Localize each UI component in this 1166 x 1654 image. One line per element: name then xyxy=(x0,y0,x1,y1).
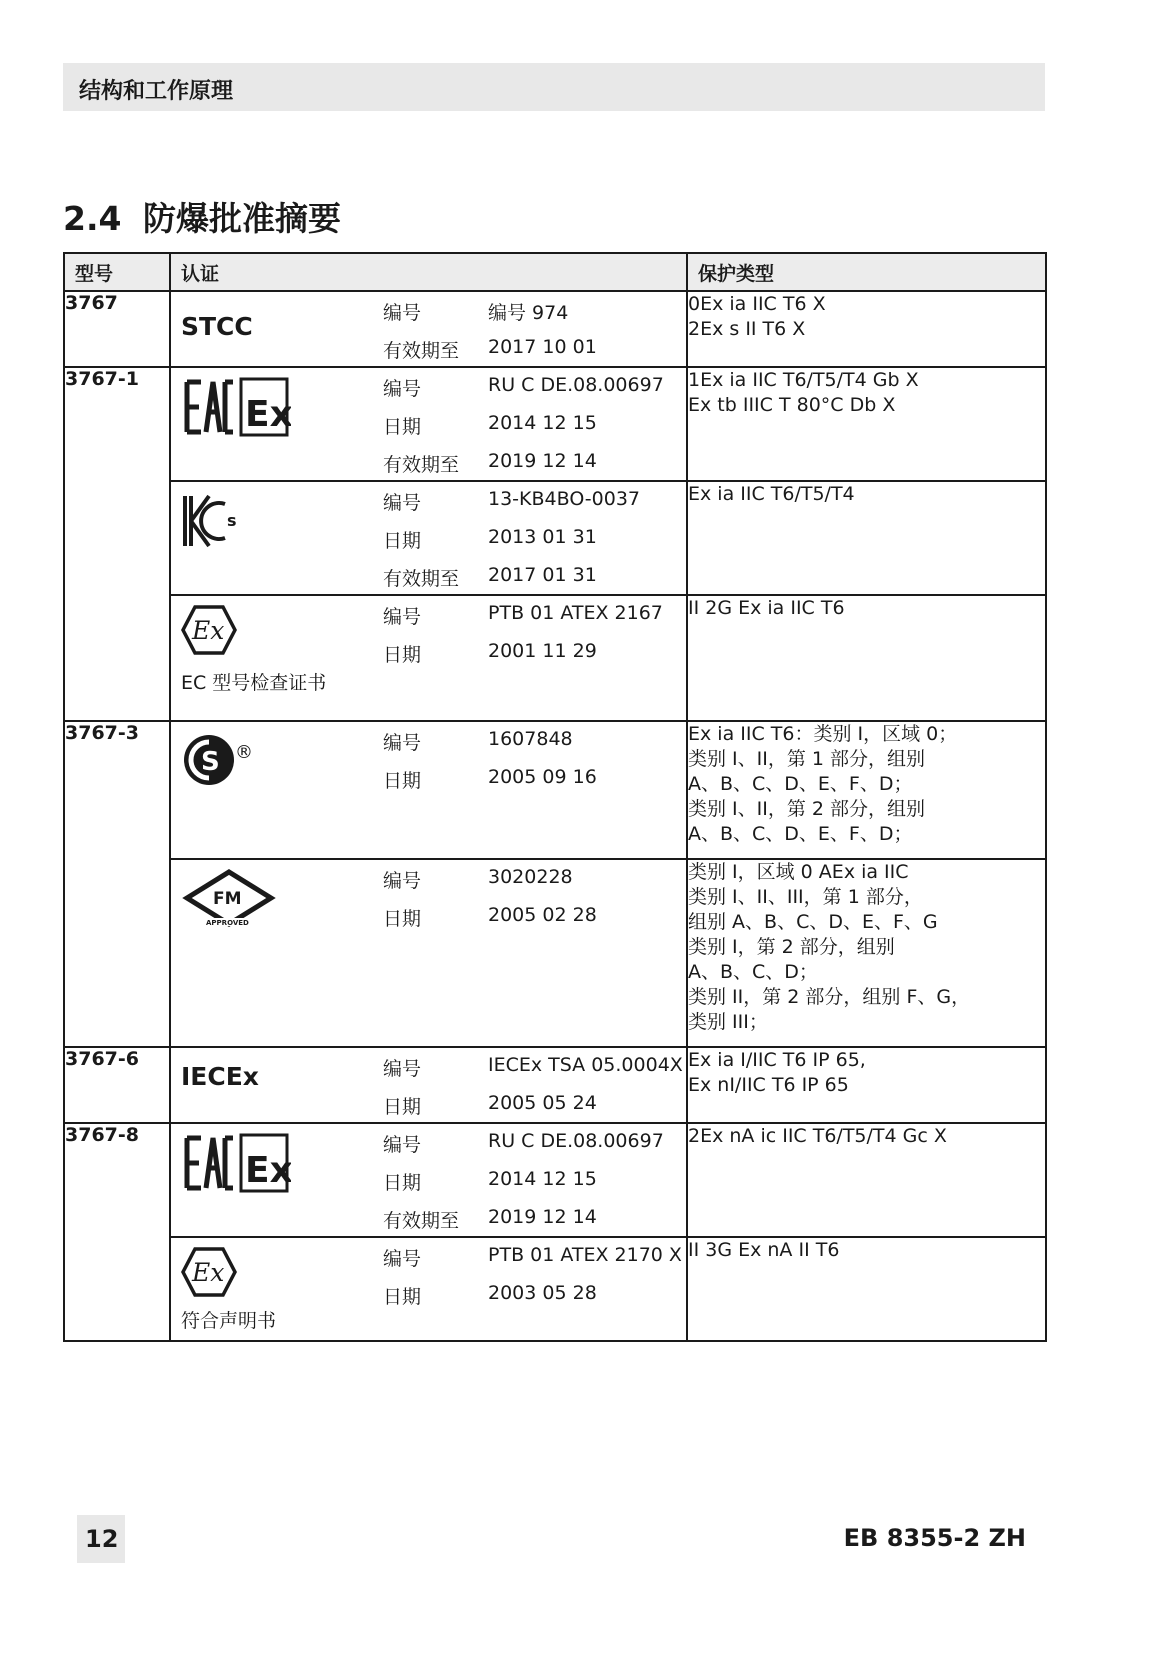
eac-ex-logo xyxy=(181,1132,381,1199)
field-label: 日期 xyxy=(383,1172,422,1194)
table-row xyxy=(64,1047,1046,1123)
protection-line: 1Ex ia IIC T6/T5/T4 Gb X xyxy=(688,369,919,391)
cert-cell xyxy=(170,291,687,367)
field-value: 2019 12 14 xyxy=(488,1206,597,1228)
header-protection: 保护类型 xyxy=(687,253,1046,291)
cert-fields xyxy=(383,1130,678,1244)
field-value: 编号 974 xyxy=(488,302,569,324)
cert-cell xyxy=(170,859,687,1047)
protection-cell xyxy=(687,291,1046,367)
field-value: RU C DE.08.00697 xyxy=(488,374,664,396)
protection-cell xyxy=(687,367,1046,481)
cert-cell xyxy=(170,595,687,721)
field-value: 2005 05 24 xyxy=(488,1092,597,1114)
field-value: 2005 02 28 xyxy=(488,904,597,926)
csa-logo xyxy=(181,730,381,795)
svg-text:Ex: Ex xyxy=(245,394,291,435)
svg-text:FM: FM xyxy=(213,889,242,909)
model-cell: 3767-8 xyxy=(64,1123,170,1341)
table-row xyxy=(64,481,1046,595)
protection-line: Ex ia I/IIC T6 IP 65, xyxy=(688,1049,866,1071)
field-value: PTB 01 ATEX 2170 X xyxy=(488,1244,682,1266)
cert-fields xyxy=(383,1244,682,1320)
protection-line: 2Ex nA ic IIC T6/T5/T4 Gc X xyxy=(688,1125,947,1147)
cert-fields xyxy=(383,1054,683,1130)
cert-caption: 符合声明书 xyxy=(181,1310,277,1332)
protection-cell xyxy=(687,1237,1046,1341)
svg-text:Ex: Ex xyxy=(192,616,225,645)
protection-cell xyxy=(687,1047,1046,1123)
table-row xyxy=(64,1237,1046,1341)
protection-line: 2Ex s II T6 X xyxy=(688,318,806,340)
protection-line: A、B、C、D、E、F、D； xyxy=(688,773,913,795)
field-label: 日期 xyxy=(383,530,422,552)
cert-cell xyxy=(170,1123,687,1237)
cert-cell xyxy=(170,367,687,481)
protection-cell xyxy=(687,721,1046,859)
model-cell: 3767-3 xyxy=(64,721,170,1047)
running-header xyxy=(63,63,1045,111)
field-label: 编号 xyxy=(383,606,422,628)
protection-line: A、B、C、D、E、F、D； xyxy=(688,823,913,845)
cert-cell xyxy=(170,1047,687,1123)
protection-line: 类别 I、II，第 1 部分，组别 xyxy=(688,748,926,770)
field-label: 日期 xyxy=(383,1096,422,1118)
field-value: 2001 11 29 xyxy=(488,640,597,662)
section-heading xyxy=(63,193,341,240)
stcc-logo: STCC xyxy=(181,312,253,341)
field-label: 编号 xyxy=(383,1134,422,1156)
field-label: 编号 xyxy=(383,378,422,400)
ex-hexagon-logo xyxy=(181,1246,381,1303)
field-value: 2013 01 31 xyxy=(488,526,597,548)
cert-fields xyxy=(383,602,678,678)
field-value: 3020228 xyxy=(488,866,573,888)
field-value: RU C DE.08.00697 xyxy=(488,1130,664,1152)
model-cell: 3767-1 xyxy=(64,367,170,721)
field-label: 有效期至 xyxy=(383,340,460,362)
field-label: 编号 xyxy=(383,1058,422,1080)
protection-line: Ex ia IIC T6：类别 I，区域 0； xyxy=(688,723,958,745)
cert-cell xyxy=(170,1237,687,1341)
protection-line: 类别 I，第 2 部分，组别 xyxy=(688,936,895,958)
protection-line: II 2G Ex ia IIC T6 xyxy=(688,597,845,619)
protection-line: Ex tb IIIC T 80°C Db X xyxy=(688,394,896,416)
protection-line: 类别 II，第 2 部分，组别 F、G， xyxy=(688,986,971,1008)
table-row xyxy=(64,291,1046,367)
protection-cell xyxy=(687,1123,1046,1237)
eac-ex-logo xyxy=(181,376,381,443)
cert-caption: EC 型号检查证书 xyxy=(181,672,327,694)
svg-text:APPROVED: APPROVED xyxy=(206,919,249,927)
field-value: 2014 12 15 xyxy=(488,1168,597,1190)
cert-cell xyxy=(170,481,687,595)
protection-cell xyxy=(687,595,1046,721)
running-header-title: 结构和工作原理 xyxy=(79,79,234,104)
field-label: 编号 xyxy=(383,492,422,514)
table-row xyxy=(64,721,1046,859)
protection-cell xyxy=(687,481,1046,595)
field-label: 日期 xyxy=(383,1286,422,1308)
field-value: 1607848 xyxy=(488,728,573,750)
svg-text:Ex: Ex xyxy=(192,1258,225,1287)
field-label: 编号 xyxy=(383,870,422,892)
protection-line: II 3G Ex nA II T6 xyxy=(688,1239,840,1261)
protection-line: 组别 A、B、C、D、E、F、G xyxy=(688,911,938,933)
field-value: 2003 05 28 xyxy=(488,1282,597,1304)
protection-line: A、B、C、D； xyxy=(688,961,818,983)
field-label: 日期 xyxy=(383,416,422,438)
field-value: IECEx TSA 05.0004X xyxy=(488,1054,683,1076)
field-label: 有效期至 xyxy=(383,1210,460,1232)
field-label: 日期 xyxy=(383,644,422,666)
header-model: 型号 xyxy=(64,253,170,291)
field-value: 2017 10 01 xyxy=(488,336,597,358)
field-label: 有效期至 xyxy=(383,454,460,476)
document-id: EB 8355-2 ZH xyxy=(843,1524,1026,1552)
svg-text:S: S xyxy=(201,747,220,777)
header-cert: 认证 xyxy=(170,253,687,291)
field-value: 13-KB4BO-0037 xyxy=(488,488,641,510)
table-header-row xyxy=(64,253,1046,291)
protection-line: 类别 I、II，第 2 部分，组别 xyxy=(688,798,926,820)
protection-line: 类别 I、II、III，第 1 部分， xyxy=(688,886,923,908)
cert-fields xyxy=(383,488,678,602)
field-label: 编号 xyxy=(383,732,422,754)
table-row xyxy=(64,1123,1046,1237)
protection-line: Ex nI/IIC T6 IP 65 xyxy=(688,1074,849,1096)
iecex-logo: IECEx xyxy=(181,1062,259,1091)
field-label: 日期 xyxy=(383,770,422,792)
approvals-table xyxy=(63,252,1047,1342)
protection-line: 类别 III； xyxy=(688,1011,768,1033)
section-number: 2.4 xyxy=(63,199,122,238)
svg-text:®: ® xyxy=(235,742,253,763)
field-label: 编号 xyxy=(383,1248,422,1270)
table-row xyxy=(64,595,1046,721)
field-value: 2005 09 16 xyxy=(488,766,597,788)
page-number: 12 xyxy=(85,1525,119,1553)
fm-approved-logo xyxy=(181,868,381,933)
protection-line: Ex ia IIC T6/T5/T4 xyxy=(688,483,855,505)
table-row xyxy=(64,367,1046,481)
field-value: 2019 12 14 xyxy=(488,450,597,472)
protection-cell xyxy=(687,859,1046,1047)
table-row xyxy=(64,859,1046,1047)
model-cell: 3767 xyxy=(64,291,170,367)
cert-cell xyxy=(170,721,687,859)
cert-fields xyxy=(383,374,678,488)
field-value: 2017 01 31 xyxy=(488,564,597,586)
cert-fields xyxy=(383,298,678,374)
svg-text:s: s xyxy=(227,511,237,530)
page-number-box xyxy=(77,1515,125,1563)
field-value: 2014 12 15 xyxy=(488,412,597,434)
field-label: 有效期至 xyxy=(383,568,460,590)
protection-line: 类别 I，区域 0 AEx ia IIC xyxy=(688,861,909,883)
model-cell: 3767-6 xyxy=(64,1047,170,1123)
field-label: 编号 xyxy=(383,302,422,324)
section-title: 防爆批准摘要 xyxy=(143,199,341,238)
cert-fields xyxy=(383,728,678,804)
cert-fields xyxy=(383,866,678,942)
field-label: 日期 xyxy=(383,908,422,930)
svg-text:Ex: Ex xyxy=(245,1150,291,1191)
field-value: PTB 01 ATEX 2167 xyxy=(488,602,663,624)
protection-line: 0Ex ia IIC T6 X xyxy=(688,293,826,315)
kcs-logo xyxy=(181,490,381,555)
ex-hexagon-logo xyxy=(181,604,381,661)
